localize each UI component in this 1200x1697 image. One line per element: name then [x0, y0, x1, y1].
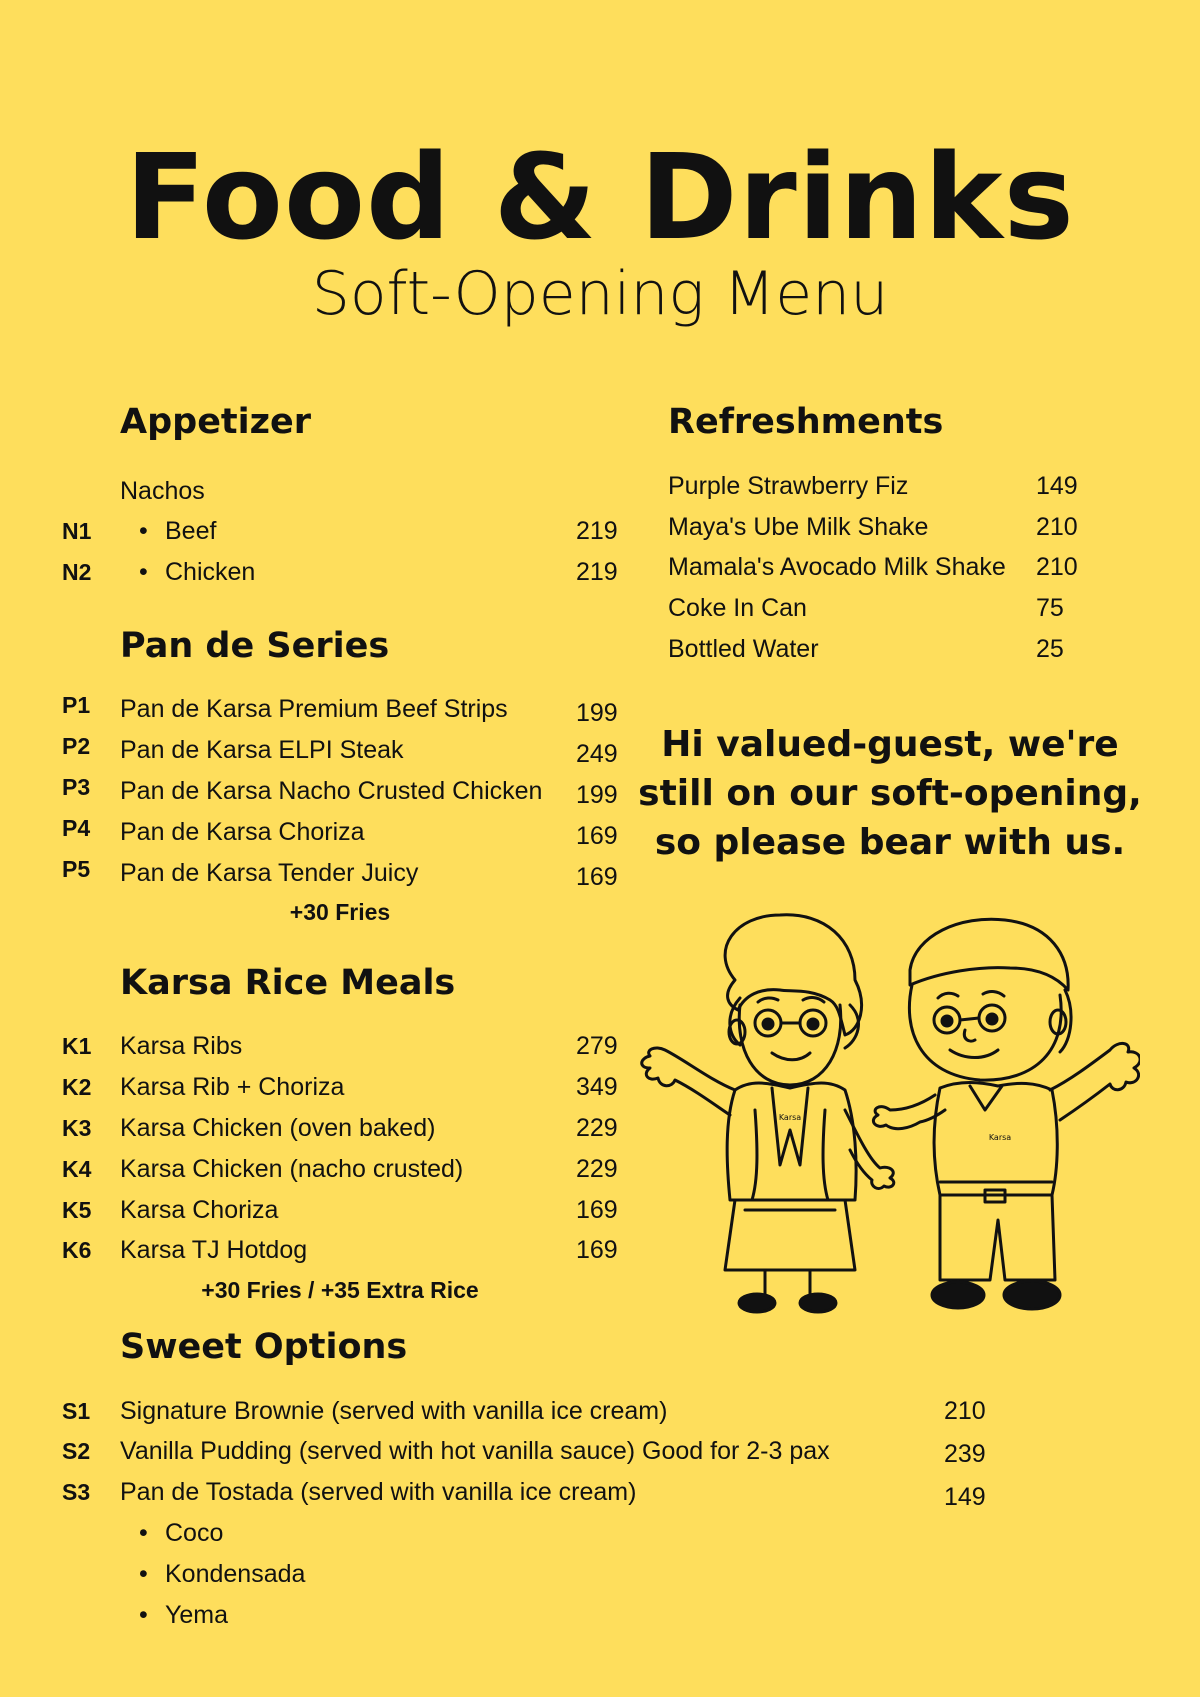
item-code: S3	[62, 1479, 91, 1505]
menu-item-name: Karsa Chicken (oven baked)	[120, 1114, 436, 1142]
menu-item-price: 169	[576, 1236, 618, 1264]
section-heading-pan-de-series: Pan de Series	[120, 626, 390, 666]
item-code: P2	[62, 733, 91, 759]
item-code: N2	[62, 559, 92, 585]
menu-item-price: 169	[576, 1196, 618, 1224]
menu-item-price: 229	[576, 1114, 618, 1142]
guest-message-line: so please bear with us.	[654, 822, 1126, 863]
flavor-item: • Yema	[165, 1600, 228, 1630]
section-heading-appetizer: Appetizer	[120, 402, 312, 442]
grandpa-mascot	[873, 919, 1140, 1309]
menu-item-price: 210	[1036, 553, 1078, 581]
menu-item-name: Pan de Karsa Tender Juicy	[120, 859, 419, 887]
menu-item-name: Karsa Choriza	[120, 1196, 279, 1224]
add-on-note: +30 Fries	[289, 899, 391, 925]
menu-item-price: 210	[1036, 513, 1078, 541]
section-heading-sweet-options: Sweet Options	[120, 1327, 408, 1367]
item-code: K2	[62, 1074, 92, 1100]
guest-message-line: Hi valued-guest, we're	[661, 724, 1119, 765]
menu-item-price: 199	[576, 781, 618, 809]
menu-item-name: Karsa Rib + Choriza	[120, 1073, 345, 1101]
menu-item-name: Pan de Tostada (served with vanilla ice cream)	[120, 1478, 637, 1506]
menu-item-price: 219	[576, 517, 618, 545]
menu-item-price: 349	[576, 1073, 618, 1101]
menu-item-name: Pan de Karsa Choriza	[120, 818, 365, 846]
menu-item-price: 210	[944, 1397, 986, 1425]
menu-item-name: Bottled Water	[668, 635, 819, 663]
menu-item-name: Coke In Can	[668, 594, 807, 622]
menu-item-price: 279	[576, 1032, 618, 1060]
menu-item-price: 25	[1036, 635, 1064, 663]
menu-item-name: Pan de Karsa ELPI Steak	[120, 736, 404, 764]
menu-item-name: Pan de Karsa Nacho Crusted Chicken	[120, 777, 543, 805]
menu-item-price: 229	[576, 1155, 618, 1183]
grandma-mascot	[642, 915, 894, 1312]
menu-item-price: 169	[576, 863, 618, 891]
page-subtitle: Soft-Opening Menu	[311, 259, 889, 329]
menu-item-price: 239	[944, 1440, 986, 1468]
menu-item-price: 219	[576, 558, 618, 586]
menu-item-price: 75	[1036, 594, 1064, 622]
menu-item-name: Karsa Chicken (nacho crusted)	[120, 1155, 464, 1183]
item-code: N1	[62, 518, 92, 544]
item-code: K3	[62, 1115, 92, 1141]
menu-group-label: Nachos	[120, 477, 205, 505]
menu-item-name: Signature Brownie (served with vanilla ice cream)	[120, 1397, 668, 1425]
menu-item-name: Karsa Ribs	[120, 1032, 243, 1060]
menu-item-name: Karsa TJ Hotdog	[120, 1236, 308, 1264]
page-title: Food & Drinks	[125, 128, 1075, 266]
flavor-item: • Kondensada	[165, 1559, 305, 1589]
mascot-illustration	[640, 910, 1140, 1330]
item-code: P5	[62, 856, 91, 882]
menu-item-name: Mamala's Avocado Milk Shake	[668, 553, 1006, 581]
item-code: S1	[62, 1398, 91, 1424]
item-code: P3	[62, 774, 91, 800]
menu-item-price: 199	[576, 699, 618, 727]
menu-item-name: • Beef	[165, 516, 216, 546]
menu-item-name: • Chicken	[165, 557, 255, 587]
menu-item-name: Purple Strawberry Fiz	[668, 472, 909, 500]
menu-item-price: 169	[576, 822, 618, 850]
item-code: K1	[62, 1033, 92, 1059]
section-heading-rice-meals: Karsa Rice Meals	[120, 963, 456, 1003]
menu-item-price: 249	[576, 740, 618, 768]
item-code: P1	[62, 692, 91, 718]
shirt-label: Karsa	[988, 1133, 1012, 1142]
menu-item-name: Vanilla Pudding (served with hot vanilla sauce) Good for 2-3 pax	[120, 1437, 830, 1465]
item-code: K5	[62, 1197, 92, 1223]
item-code: P4	[62, 815, 91, 841]
item-code: K6	[62, 1237, 92, 1263]
menu-item-name: Maya's Ube Milk Shake	[668, 513, 929, 541]
item-code: K4	[62, 1156, 92, 1182]
guest-message-line: still on our soft-opening,	[638, 773, 1142, 814]
item-code: S2	[62, 1438, 91, 1464]
flavor-item: • Coco	[165, 1518, 223, 1548]
menu-item-name: Pan de Karsa Premium Beef Strips	[120, 695, 508, 723]
section-heading-refreshments: Refreshments	[668, 402, 944, 442]
shirt-label: Karsa	[778, 1113, 802, 1122]
guest-message	[630, 720, 1150, 867]
menu-item-price: 149	[1036, 472, 1078, 500]
add-on-note: +30 Fries / +35 Extra Rice	[201, 1277, 479, 1303]
menu-item-price: 149	[944, 1483, 986, 1511]
